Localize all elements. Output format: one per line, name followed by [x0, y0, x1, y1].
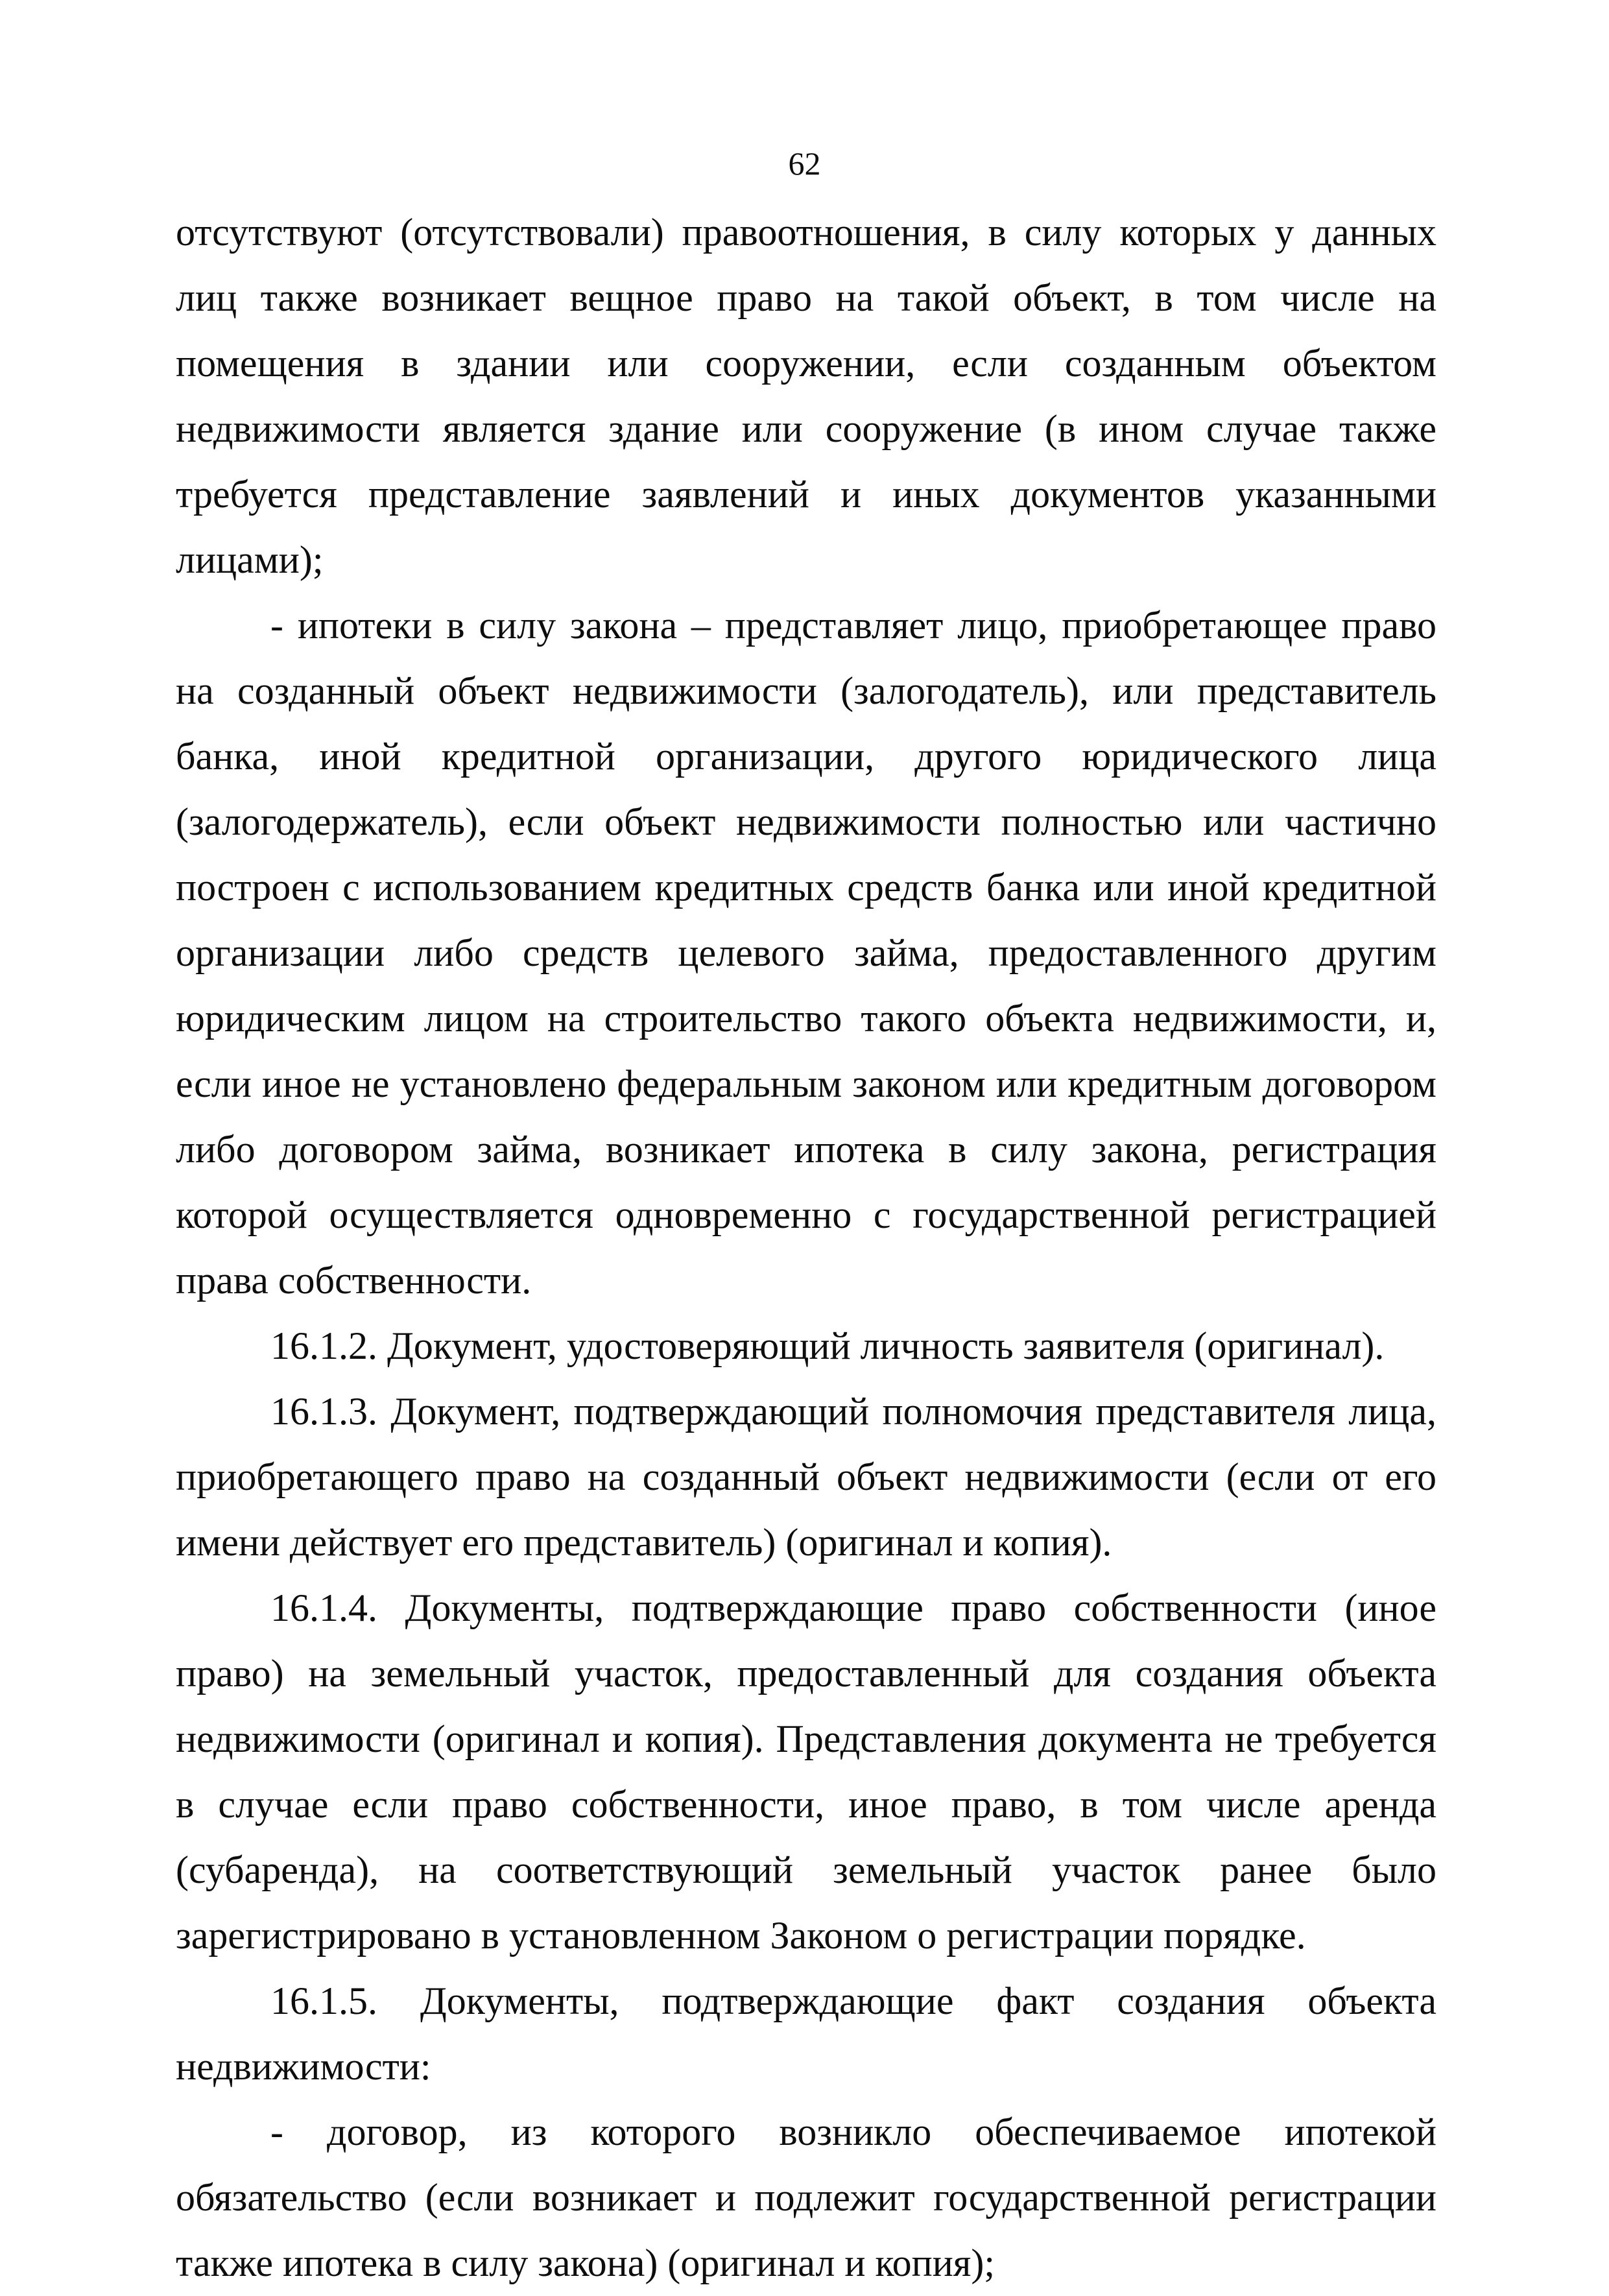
body-text [176, 200, 1436, 2296]
paragraph-contract-item: - договор, из которого возникло обеспечиваемое ипотекой обязательство (если возникает и подлежит государственной регистрации также ипотека в силу закона) (оригинал и копия); [176, 2111, 1436, 2284]
paragraph-mortgage-by-law: - ипотеки в силу закона – представляет лицо, приобретающее право на созданный объект недвижимости (залогодатель), или представитель банка, иной кредитной организации, другого юридического лица (залогодержатель), если объект недвижимости полностью или частично построен с использованием кредитных средств банка или иной кредитной организации либо средств целевого займа, предоставленного другим юридическим лицом на строительство такого объекта недвижимости, и, если иное не установлено федеральным законом или кредитным договором либо договором займа, возникает ипотека в силу закона, регистрация которой осуществляется одновременно с государственной регистрацией права собственности. [176, 604, 1436, 1302]
paragraph-16-1-5: 16.1.5. Документы, подтверждающие факт создания объекта недвижимости: [176, 1979, 1436, 2088]
paragraph-16-1-2: 16.1.2. Документ, удостоверяющий личность заявителя (оригинал). [270, 1324, 1385, 1367]
paragraph-continuation: отсутствуют (отсутствовали) правоотношения, в силу которых у данных лиц также возникает вещное право на такой объект, в том числе на помещения в здании или сооружении, если созданным объектом недвижимости является здание или сооружение (в ином случае также требуется представление заявлений и иных документов указанными лицами); [176, 211, 1436, 581]
paragraph-16-1-4: 16.1.4. Документы, подтверждающие право собственности (иное право) на земельный участок, предоставленный для создания объекта недвижимости (оригинал и копия). Представления документа не требуется в случае если право собственности, иное право, в том числе аренда (субаренда), на соответствующий земельный участок ранее было зарегистрировано в установленном Законом о регистрации порядке. [176, 1586, 1436, 1957]
paragraph-16-1-3: 16.1.3. Документ, подтверждающий полномочия представителя лица, приобретающего право на созданный объект недвижимости (если от его имени действует его представитель) (оригинал и копия). [176, 1390, 1436, 1564]
page-number: 62 [788, 145, 821, 182]
